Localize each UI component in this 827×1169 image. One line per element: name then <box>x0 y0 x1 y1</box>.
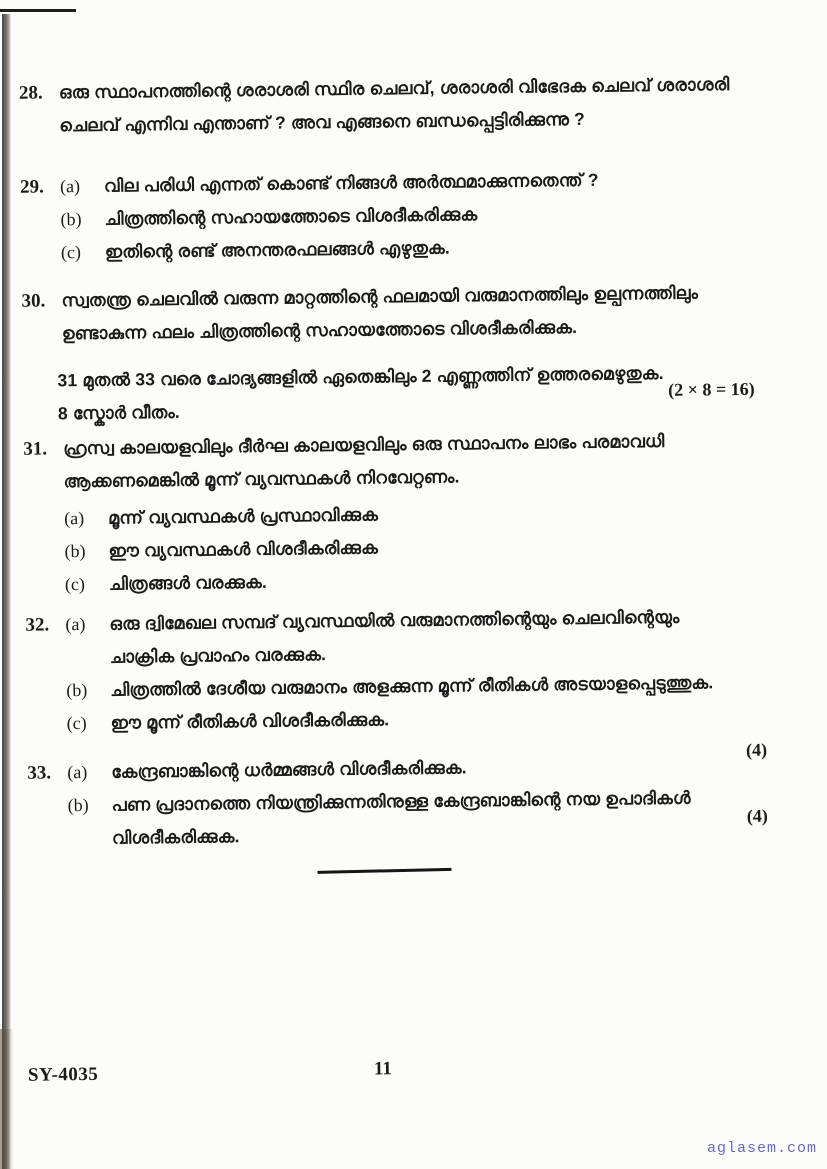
question-28-number: 28. <box>18 82 43 104</box>
question-31-line-1: ഹ്രസ്വ കാലയളവിലും ദീർഘ കാലയളവിലും ഒരു സ്ഥാപനം ലാഭം പരമാവധി <box>63 430 665 459</box>
scan-top-edge-artifact <box>0 9 76 12</box>
question-33a-marks: (4) <box>745 739 768 760</box>
question-29b-text: ചിത്രത്തിന്റെ സഹായത്തോടെ വിശദീകരിക്കുക <box>104 204 478 229</box>
question-31-line-2: ആക്കണമെങ്കിൽ മൂന്ന് വ്യവസ്ഥകൾ നിറവേറ്റണം. <box>63 466 460 492</box>
question-31 <box>0 423 827 602</box>
question-31b-text: ഈ വ്യവസ്ഥകൾ വിശദീകരിക്കുക <box>108 537 379 561</box>
question-31c-label: (c) <box>64 574 86 595</box>
question-32 <box>0 599 827 741</box>
section-marks: (2 × 8 = 16) <box>668 378 755 400</box>
question-32-number: 32. <box>25 614 50 636</box>
question-32a-line-2: ചാക്രിക പ്രവാഹം വരക്കുക. <box>109 644 327 667</box>
question-29a-label: (a) <box>59 176 81 197</box>
question-32a-label: (a) <box>65 614 86 635</box>
question-33-number: 33. <box>27 762 52 784</box>
question-31c-text: ചിത്രങ്ങൾ വരക്കുക. <box>108 571 268 594</box>
question-29a-text: വില പരിധി എന്നത് കൊണ്ട് നിങ്ങൾ അർത്ഥമാക്കുന്നതെന്ത് ? <box>103 169 599 196</box>
end-of-questions-rule <box>317 868 451 874</box>
question-32c-label: (c) <box>66 713 87 734</box>
question-29c-text: ഇതിന്റെ രണ്ട് അനന്തരഫലങ്ങൾ എഴുതുക. <box>104 237 451 262</box>
question-30-line-2: ഉണ്ടാകുന്ന ഫലം ചിത്രത്തിന്റെ സഹായത്തോടെ വിശദീകരിക്കുക. <box>61 316 578 344</box>
question-32a-line-1: ഒരു ദ്വിമേഖല സമ്പദ് വ്യവസ്ഥയിൽ വരുമാനത്തിന്റെയും ചെലവിന്റെയും <box>109 606 680 634</box>
question-29 <box>0 161 823 270</box>
question-30-number: 30. <box>21 290 46 312</box>
scan-left-edge-artifact <box>2 14 11 1169</box>
question-31b-label: (b) <box>64 541 86 562</box>
question-29-number: 29. <box>19 176 44 198</box>
question-31a-text: മൂന്ന് വ്യവസ്ഥകൾ പ്രസ്ഥാവിക്കുക <box>108 504 379 528</box>
question-33a-text: കേന്ദ്രബാങ്കിന്റെ ധർമ്മങ്ങൾ വിശദീകരിക്കുക. <box>111 757 467 782</box>
question-29c-label: (c) <box>60 242 82 263</box>
instruction-line-1: 31 മുതൽ 33 വരെ ചോദ്യങ്ങളിൽ ഏതെങ്കിലും 2 എണ്ണത്തിന് ഉത്തരമെഴുതുക. <box>57 362 664 391</box>
question-32b-text: ചിത്രത്തിൽ ദേശീയ വരുമാനം അളക്കുന്ന മൂന്ന് രീതികൾ അടയാളപ്പെടുത്തുക. <box>110 672 714 700</box>
question-28-line-2: ചെലവ് എന്നിവ എന്താണ് ? അവ എങ്ങനെ ബന്ധപ്പെട്ടിരിക്കുന്നു ? <box>59 108 586 136</box>
question-28-line-1: ഒരു സ്ഥാപനത്തിന്റെ ശരാശരി സ്ഥിര ചെലവ്, ശരാശരി വിഭേദക ചെലവ് ശരാശരി <box>58 74 730 103</box>
page-number: 11 <box>373 1058 392 1080</box>
section-instruction <box>0 355 825 431</box>
scan-bottom-smudge-artifact <box>0 1029 14 1169</box>
question-33 <box>2 739 827 856</box>
question-31-number: 31. <box>23 438 48 460</box>
question-28 <box>0 67 822 143</box>
question-33b-line-1: പണ പ്രദാനത്തെ നിയന്ത്രിക്കുന്നതിനുള്ള കേന്ദ്രബാങ്കിന്റെ നയ ഉപാദികൾ <box>111 787 691 815</box>
instruction-line-2: 8 സ്കോർ വീതം. <box>57 401 181 424</box>
question-29b-label: (b) <box>60 209 82 230</box>
question-30 <box>0 275 824 351</box>
question-33a-label: (a) <box>67 762 88 783</box>
question-31a-label: (a) <box>64 508 85 529</box>
watermark-text: aglasem.com <box>706 1140 817 1157</box>
question-33b-label: (b) <box>67 794 89 816</box>
question-32c-text: ഈ മൂന്ന് രീതികൾ വിശദീകരിക്കുക. <box>110 709 390 733</box>
question-32b-label: (b) <box>66 679 88 701</box>
question-33b-line-2: വിശദീകരിക്കുക. <box>111 826 240 848</box>
paper-code: SY-4035 <box>27 1063 99 1086</box>
question-33b-marks: (4) <box>746 805 768 826</box>
question-30-line-1: സ്വതന്ത്ര ചെലവിൽ വരുന്ന മാറ്റത്തിന്റെ ഫലമായി വരുമാനത്തിലും ഉല്പന്നത്തിലും <box>61 282 699 311</box>
